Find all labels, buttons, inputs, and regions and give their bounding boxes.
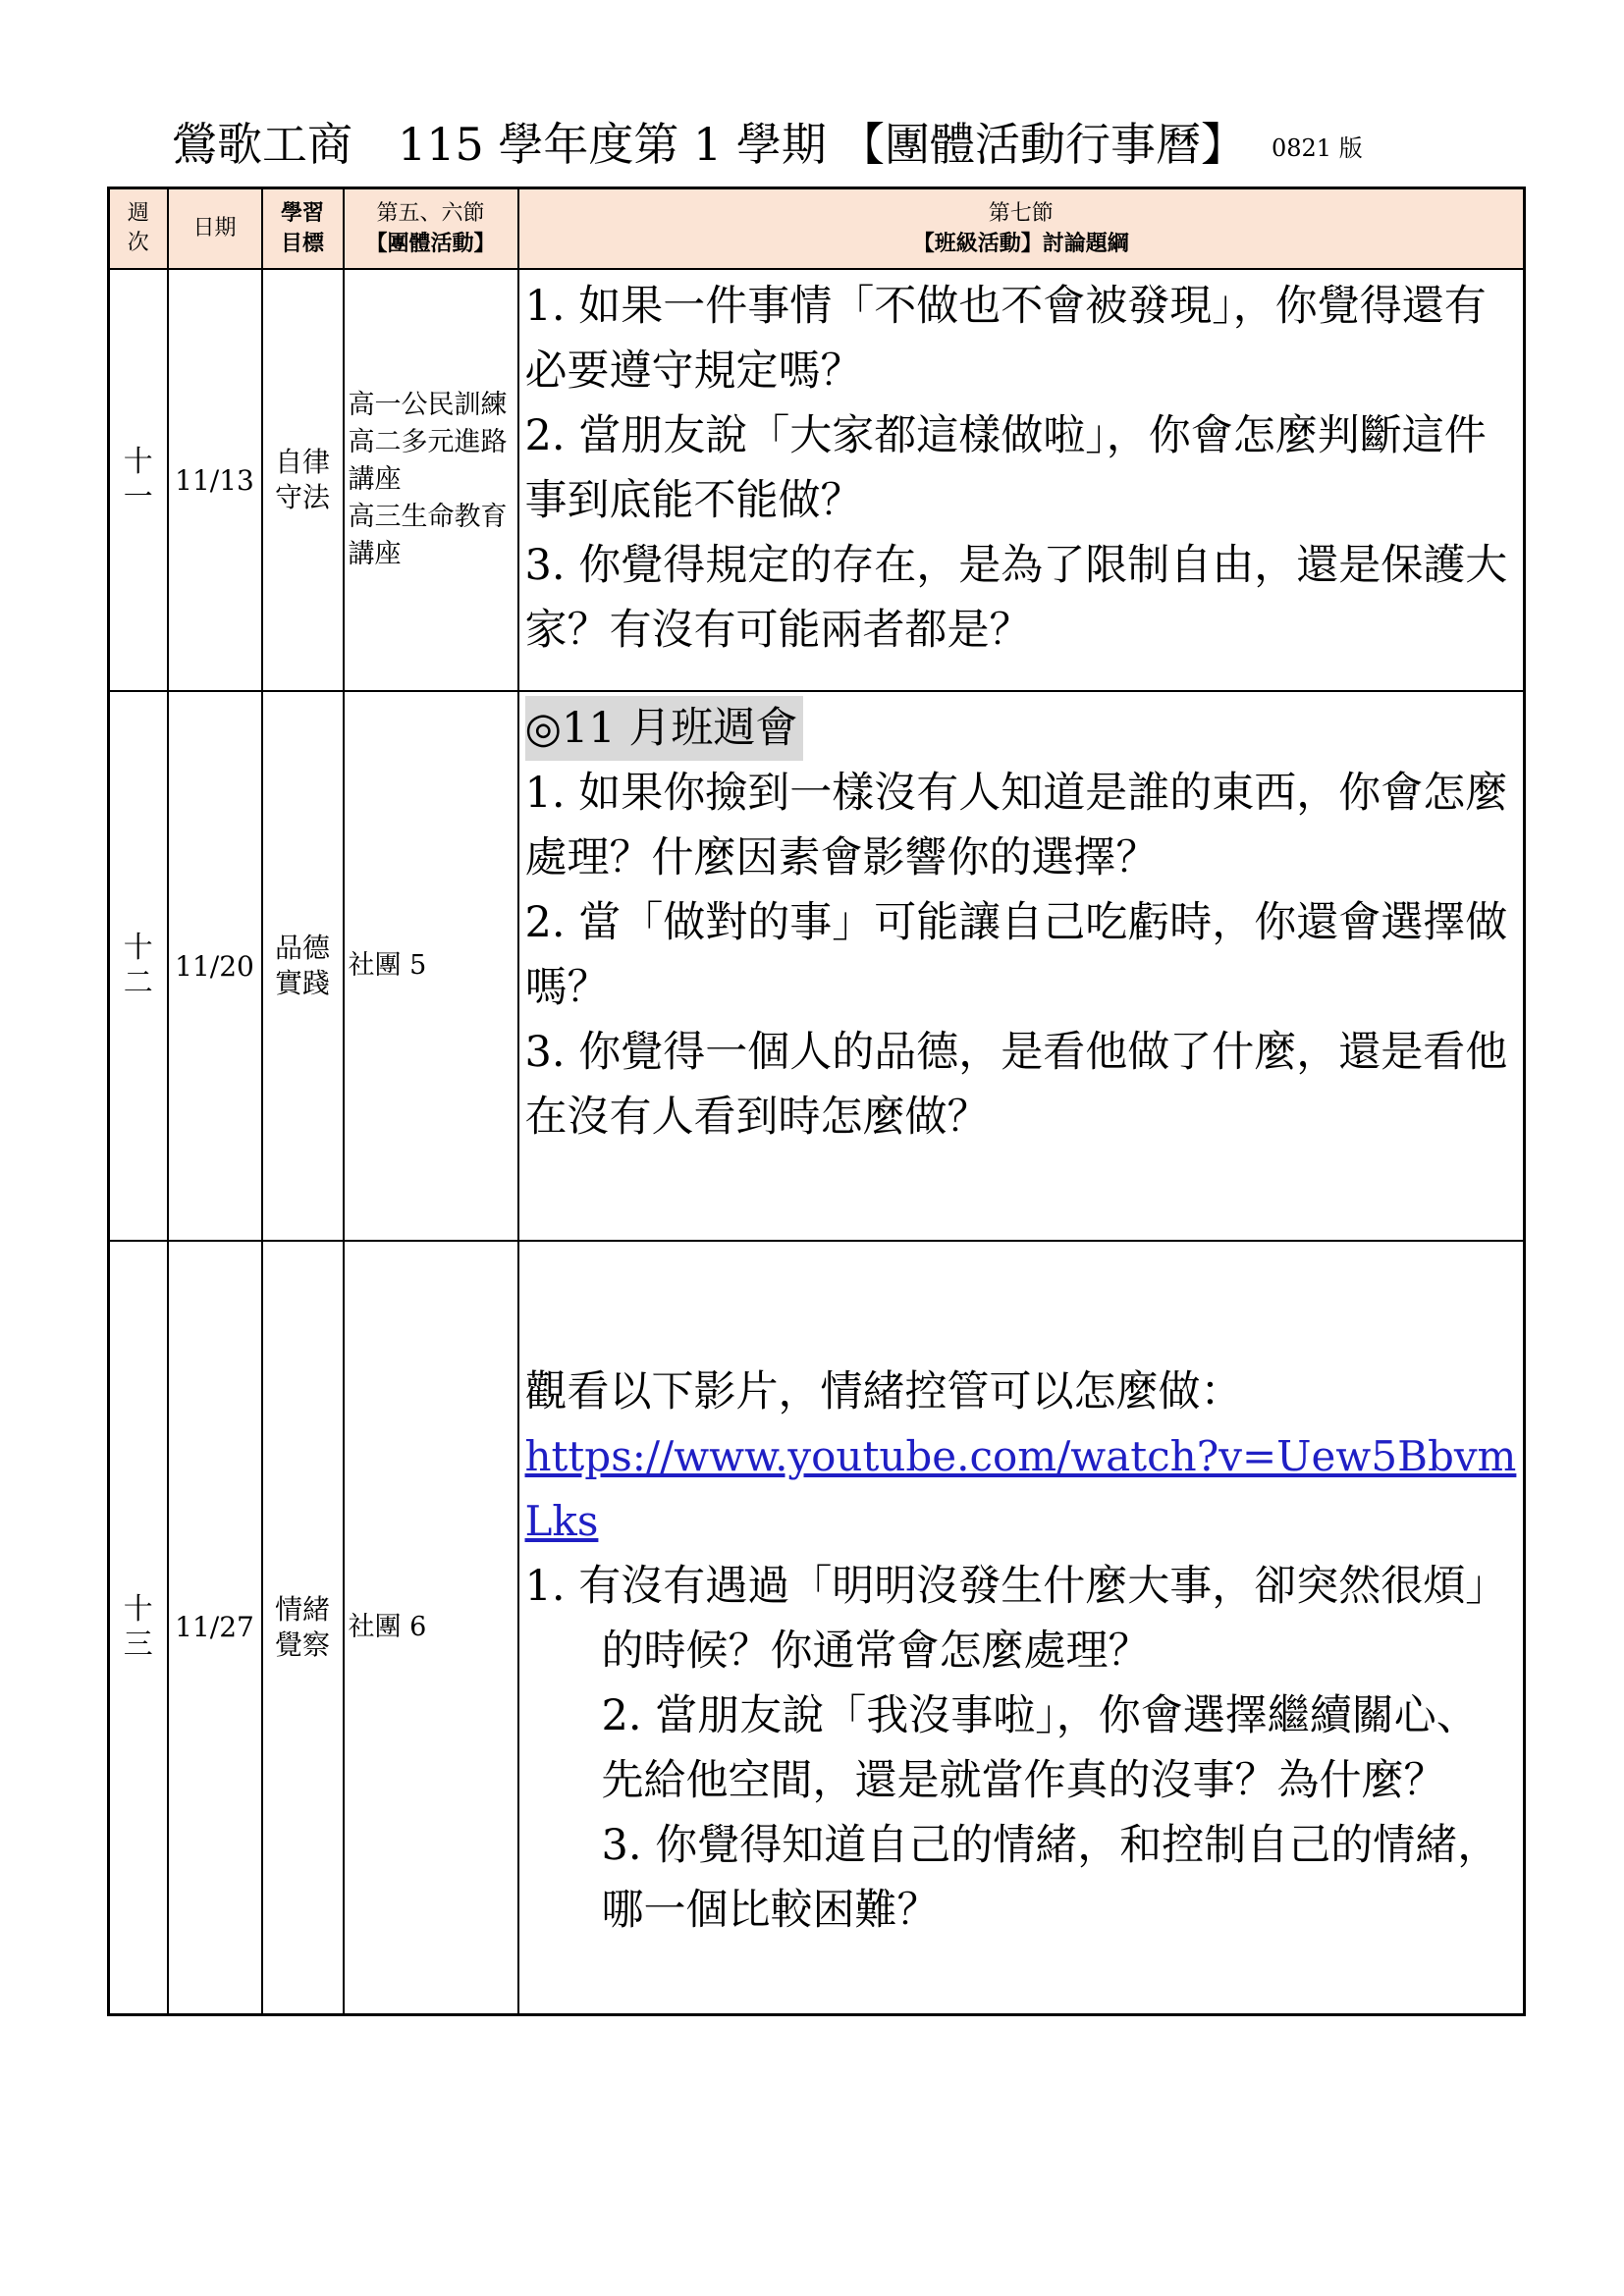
- goal-cell: 情緒 覺察: [262, 1241, 344, 2014]
- date-cell: 11/27: [168, 1241, 262, 2014]
- header-date: 日期: [168, 188, 262, 270]
- question-item: 3. 你覺得規定的存在，是為了限制自由，還是保護大家？有沒有可能兩者都是？: [524, 541, 1508, 655]
- activity-item: 高三生命教育講座: [348, 502, 508, 569]
- discussion-cell: [518, 1241, 1525, 2014]
- header-periods-5-6: 第五、六節 【團體活動】: [344, 188, 518, 270]
- goal-cell: 自律 守法: [262, 269, 344, 691]
- question-item: 1. 如果一件事情「不做也不會被發現」，你覺得還有必要遵守規定嗎？: [524, 282, 1487, 396]
- discussion-cell: [518, 269, 1525, 691]
- table-header-row: [109, 188, 1525, 270]
- goal-cell: 品德 實踐: [262, 691, 344, 1241]
- question-item: 3. 你覺得一個人的品德，是看他做了什麼，還是看他在沒有人看到時怎麼做？: [524, 1028, 1508, 1142]
- week-cell: 十 二: [109, 691, 168, 1241]
- date-cell: 11/13: [168, 269, 262, 691]
- calendar-title: 【團體活動行事曆】: [839, 118, 1246, 171]
- school-name: 鶯歌工商: [172, 118, 352, 171]
- table-row: [109, 1241, 1525, 2014]
- activity-cell: 社團 6: [344, 1241, 518, 2014]
- table-row: [109, 691, 1525, 1241]
- question-item: 2. 當朋友說「大家都這樣做啦」，你會怎麼判斷這件事到底能不能做？: [524, 411, 1487, 525]
- question-item: 3. 你覺得知道自己的情緒，和控制自己的情緒，哪一個比較困難？: [601, 1821, 1500, 1935]
- monthly-meeting-highlight: ◎11 月班週會: [525, 696, 804, 761]
- question-item: 2. 當朋友說「我沒事啦」，你會選擇繼續關心、先給他空間，還是就當作真的沒事？為什麼？: [601, 1691, 1479, 1805]
- activity-calendar-table: [107, 187, 1526, 2016]
- header-goal: 學習 目標: [262, 188, 344, 270]
- term-label: 115 學年度第 1 學期: [398, 118, 827, 171]
- header-week: 週 次: [109, 188, 168, 270]
- activity-cell: 社團 5: [344, 691, 518, 1241]
- activity-item: 高二多元進路講座: [348, 427, 508, 495]
- activity-cell: [344, 269, 518, 691]
- question-item: 1. 如果你撿到一樣沒有人知道是誰的東西，你會怎麼處理？什麼因素會影響你的選擇？: [524, 769, 1508, 882]
- video-intro: 觀看以下影片，情緒控管可以怎麼做：: [524, 1367, 1243, 1416]
- week-cell: 十 一: [109, 269, 168, 691]
- video-link[interactable]: https://www.youtube.com/watch?v=Uew5BbvmLks: [524, 1432, 1517, 1545]
- date-cell: 11/20: [168, 691, 262, 1241]
- table-row: [109, 269, 1525, 691]
- discussion-cell: [518, 691, 1525, 1241]
- week-cell: 十 三: [109, 1241, 168, 2014]
- activity-item: 高一公民訓練: [348, 390, 508, 420]
- page-title: [172, 110, 1497, 179]
- question-item: 1. 有沒有遇過「明明沒發生什麼大事，卻突然很煩」的時候？你通常會怎麼處理？: [524, 1562, 1508, 1676]
- question-item: 2. 當「做對的事」可能讓自己吃虧時，你還會選擇做嗎？: [524, 898, 1508, 1012]
- version-label: 0821 版: [1272, 134, 1363, 162]
- header-period-7: 第七節 【班級活動】討論題綱: [518, 188, 1525, 270]
